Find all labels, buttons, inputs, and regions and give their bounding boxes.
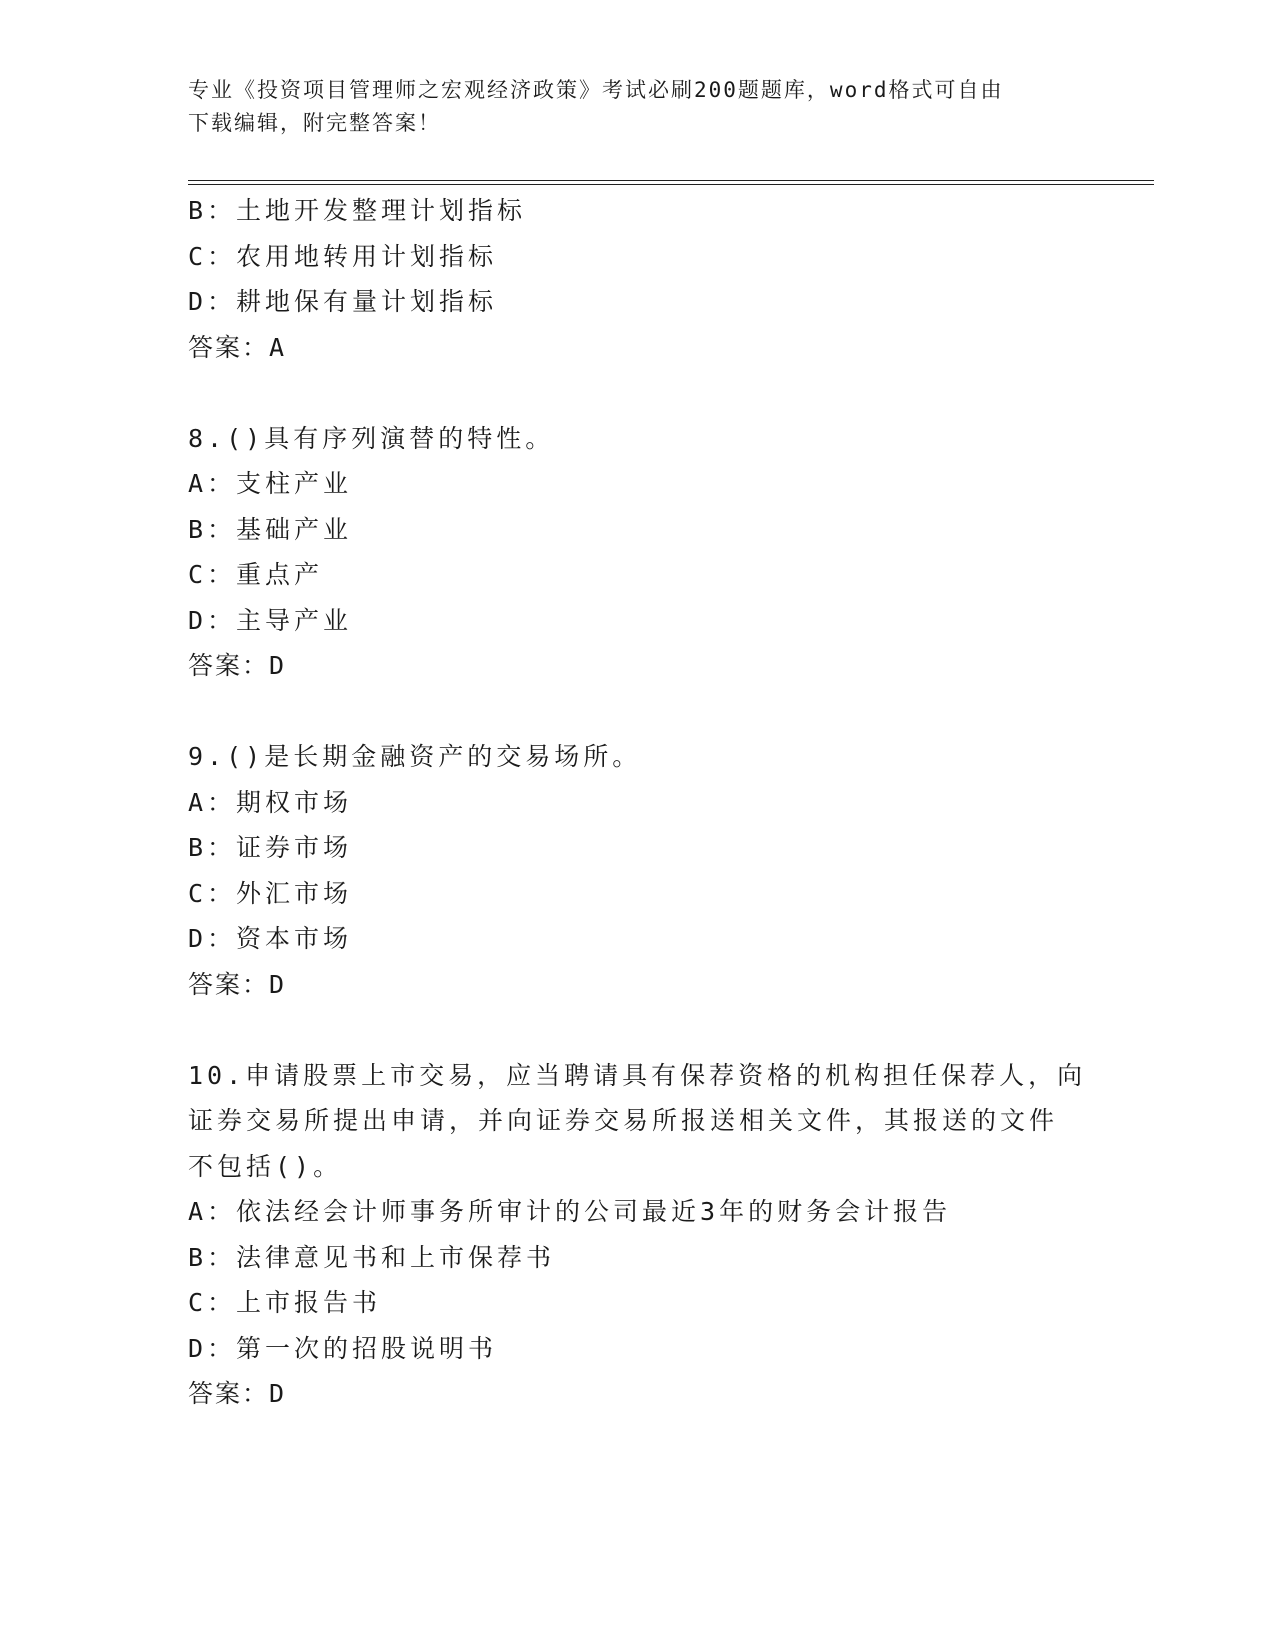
answer-value: D xyxy=(269,651,286,680)
option-c: C：农用地转用计划指标 xyxy=(188,241,498,271)
option-c: C：重点产 xyxy=(188,560,324,589)
option-b: B：证券市场 xyxy=(188,833,353,862)
question-stem: 8.()具有序列演替的特性。 xyxy=(188,423,555,453)
option-d: D：耕地保有量计划指标 xyxy=(188,287,498,316)
option-d: D：主导产业 xyxy=(188,605,353,635)
option-a: A：支柱产业 xyxy=(188,469,353,498)
option-b: B：土地开发整理计划指标 xyxy=(188,196,527,225)
document-header xyxy=(188,74,1088,140)
answer-line xyxy=(188,325,1088,371)
option-b: B：基础产业 xyxy=(188,514,353,544)
answer-label: 答案： xyxy=(188,651,270,680)
header-divider xyxy=(188,180,1154,185)
question-10 xyxy=(188,1053,1088,1417)
answer-value: D xyxy=(269,969,286,999)
question-8 xyxy=(188,416,1088,689)
question-stem-line-1: 10.申请股票上市交易，应当聘请具有保荐资格的机构担任保荐人，向 xyxy=(188,1060,1087,1090)
answer-label: 答案： xyxy=(188,1379,270,1408)
spacer xyxy=(188,1007,1088,1053)
question-9 xyxy=(188,734,1088,1007)
header-title-line-2: 下载编辑，附完整答案！ xyxy=(188,111,441,135)
answer-line xyxy=(188,643,1088,689)
option-a: A：期权市场 xyxy=(188,787,353,817)
option-a: A：依法经会计师事务所审计的公司最近3年的财务会计报告 xyxy=(188,1197,952,1226)
answer-label: 答案： xyxy=(188,332,270,362)
option-d: D：资本市场 xyxy=(188,924,353,953)
question-stem-line-2: 证券交易所提出申请，并向证券交易所报送相关文件，其报送的文件 xyxy=(188,1106,1059,1135)
option-c: C：上市报告书 xyxy=(188,1288,382,1317)
spacer xyxy=(188,370,1088,416)
option-d: D：第一次的招股说明书 xyxy=(188,1333,498,1363)
question-stem: 9.()是长期金融资产的交易场所。 xyxy=(188,742,642,771)
answer-value: A xyxy=(269,332,286,362)
answer-value: D xyxy=(269,1379,286,1408)
question-7-continued xyxy=(188,188,1088,370)
option-b: B：法律意见书和上市保荐书 xyxy=(188,1242,556,1272)
answer-line xyxy=(188,1371,1088,1417)
question-stem-line-3: 不包括()。 xyxy=(188,1151,343,1181)
answer-line xyxy=(188,962,1088,1008)
spacer xyxy=(188,689,1088,735)
question-list xyxy=(188,188,1088,1417)
option-c: C：外汇市场 xyxy=(188,878,353,908)
header-title-line-1: 专业《投资项目管理师之宏观经济政策》考试必刷200题题库，word格式可自由 xyxy=(188,78,1004,102)
answer-label: 答案： xyxy=(188,969,270,999)
